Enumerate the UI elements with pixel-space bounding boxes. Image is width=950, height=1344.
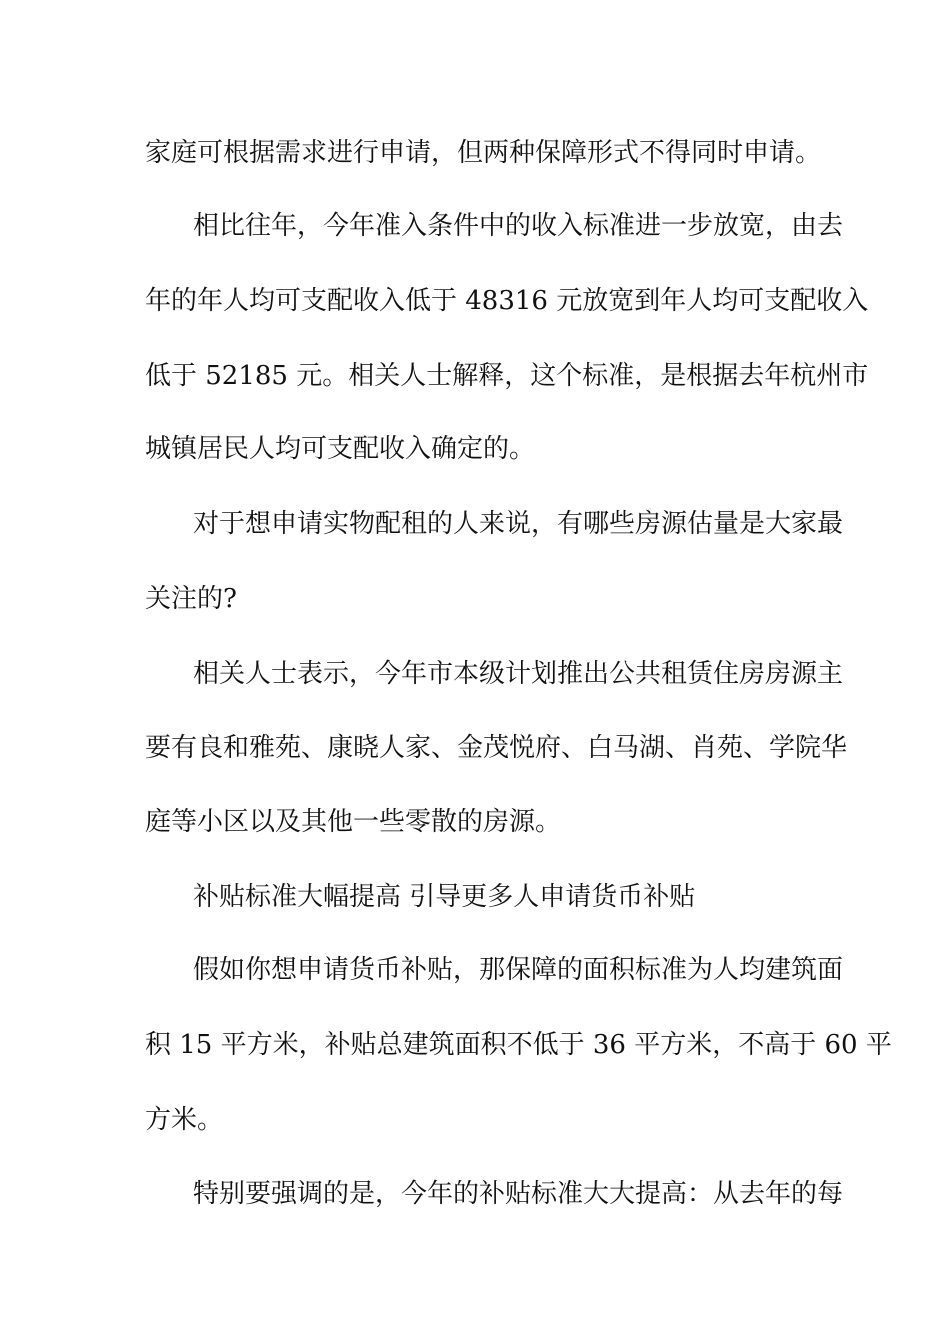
text-line: 低于 52185 元。相关人士解释，这个标准，是根据去年杭州市 — [145, 361, 869, 391]
text-line: 庭等小区以及其他一些零散的房源。 — [145, 807, 562, 837]
text-line: 家庭可根据需求进行申请，但两种保障形式不得同时申请。 — [145, 138, 822, 168]
text-line: 方米。 — [145, 1105, 224, 1135]
text-line: 特别要强调的是，今年的补贴标准大大提高：从去年的每 — [193, 1179, 844, 1209]
section-heading: 补贴标准大幅提高 引导更多人申请货币补贴 — [193, 882, 696, 912]
text-line: 城镇居民人均可支配收入确定的。 — [145, 434, 536, 464]
text-line: 年的年人均可支配收入低于 48316 元放宽到年人均可支配收入 — [145, 286, 869, 316]
text-line: 关注的? — [145, 584, 237, 614]
text-line: 相关人士表示，今年市本级计划推出公共租赁住房房源主 — [193, 659, 844, 689]
text-line: 积 15 平方米，补贴总建筑面积不低于 36 平方米，不高于 60 平 — [145, 1030, 892, 1060]
text-line: 假如你想申请货币补贴，那保障的面积标准为人均建筑面 — [193, 955, 844, 985]
text-line: 相比往年，今年准入条件中的收入标准进一步放宽，由去 — [193, 211, 844, 241]
text-line: 对于想申请实物配租的人来说，有哪些房源估量是大家最 — [193, 509, 844, 539]
text-line: 要有良和雅苑、康晓人家、金茂悦府、白马湖、肖苑、学院华 — [145, 733, 848, 763]
